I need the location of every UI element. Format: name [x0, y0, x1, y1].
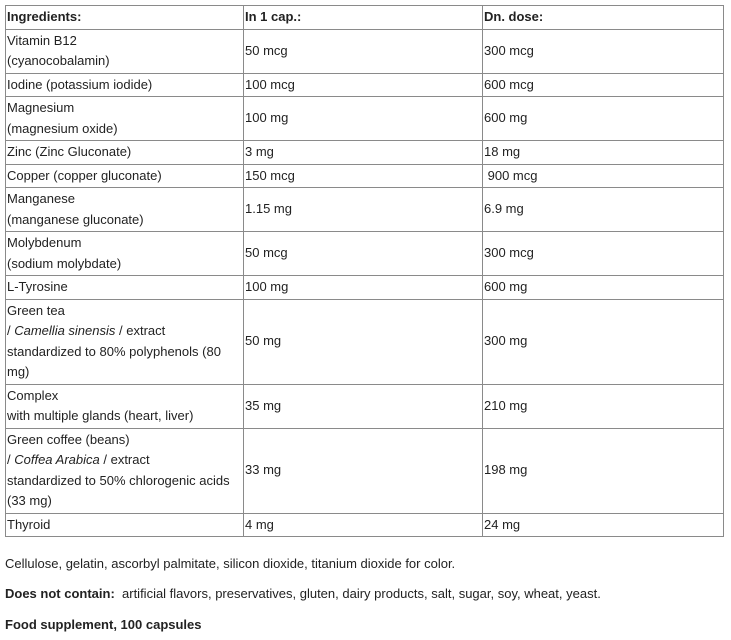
per-capsule-value: 33 mg [244, 428, 483, 513]
table-row [6, 384, 724, 428]
table-row [6, 164, 724, 188]
table-row [6, 73, 724, 97]
ingredient-name: Vitamin B12 (cyanocobalamin) [6, 29, 244, 73]
product-description: Food supplement, 100 capsules [5, 617, 202, 632]
daily-dose-value: 18 mg [483, 141, 724, 165]
ingredient-name: Molybdenum (sodium molybdate) [6, 232, 244, 276]
header-per-capsule: In 1 cap.: [244, 6, 483, 30]
ingredient-name: L-Tyrosine [6, 276, 244, 300]
table-row [6, 188, 724, 232]
latin-name: Camellia sinensis [14, 323, 116, 338]
per-capsule-value: 50 mcg [244, 232, 483, 276]
table-row [6, 232, 724, 276]
ingredients-table [5, 5, 724, 537]
ingredient-name: Zinc (Zinc Gluconate) [6, 141, 244, 165]
daily-dose-value: 600 mg [483, 276, 724, 300]
ingredient-name: Thyroid [6, 513, 244, 537]
per-capsule-value: 50 mg [244, 299, 483, 384]
table-row [6, 299, 724, 384]
per-capsule-value: 100 mcg [244, 73, 483, 97]
table-row [6, 141, 724, 165]
daily-dose-value: 900 mcg [483, 164, 724, 188]
header-daily-dose: Dn. dose: [483, 6, 724, 30]
per-capsule-value: 150 mcg [244, 164, 483, 188]
does-not-contain [5, 586, 601, 602]
does-not-contain-text: artificial flavors, preservatives, gluten, dairy products, salt, sugar, soy, wheat, yeast. [114, 586, 601, 601]
table-row [6, 97, 724, 141]
daily-dose-value: 300 mcg [483, 29, 724, 73]
ingredients-sheet [5, 5, 723, 537]
daily-dose-value: 300 mg [483, 299, 724, 384]
other-ingredients: Cellulose, gelatin, ascorbyl palmitate, silicon dioxide, titanium dioxide for color. [5, 556, 456, 571]
latin-name-line: / Camellia sinensis / extract [7, 323, 166, 338]
per-capsule-value: 50 mcg [244, 29, 483, 73]
per-capsule-value: 100 mg [244, 97, 483, 141]
does-not-contain-label: Does not contain: [5, 586, 115, 601]
daily-dose-value: 210 mg [483, 384, 724, 428]
ingredient-name: Complex with multiple glands (heart, liver) [6, 384, 244, 428]
daily-dose-value: 6.9 mg [483, 188, 724, 232]
daily-dose-value: 24 mg [483, 513, 724, 537]
per-capsule-value: 100 mg [244, 276, 483, 300]
per-capsule-value: 1.15 mg [244, 188, 483, 232]
table-header-row [6, 6, 724, 30]
ingredient-name: Green tea / Camellia sinensis / extract standardized to 80% polyphenols (80 mg) [6, 299, 244, 384]
daily-dose-value: 600 mcg [483, 73, 724, 97]
per-capsule-value: 4 mg [244, 513, 483, 537]
per-capsule-value: 35 mg [244, 384, 483, 428]
ingredient-name: Magnesium (magnesium oxide) [6, 97, 244, 141]
header-ingredients: Ingredients: [6, 6, 244, 30]
ingredient-name: Copper (copper gluconate) [6, 164, 244, 188]
table-row [6, 428, 724, 513]
ingredient-name: Green coffee (beans) / Coffea Arabica / extract standardized to 50% chlorogenic acids (33 mg) [6, 428, 244, 513]
table-row [6, 29, 724, 73]
latin-name-line: / Coffea Arabica / extract [7, 452, 150, 467]
table-row [6, 513, 724, 537]
ingredient-name: Manganese (manganese gluconate) [6, 188, 244, 232]
daily-dose-value: 198 mg [483, 428, 724, 513]
table-row [6, 276, 724, 300]
daily-dose-value: 300 mcg [483, 232, 724, 276]
latin-name: Coffea Arabica [14, 452, 100, 467]
ingredient-name: Iodine (potassium iodide) [6, 73, 244, 97]
per-capsule-value: 3 mg [244, 141, 483, 165]
daily-dose-value: 600 mg [483, 97, 724, 141]
